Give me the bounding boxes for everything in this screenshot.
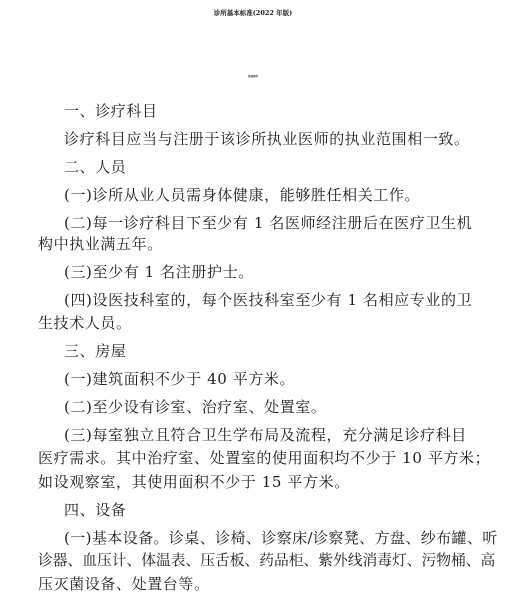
paragraph-line: (三)至少有 1 名注册护士。 <box>64 263 254 281</box>
heading-personnel: 二、人员 <box>64 158 127 176</box>
paragraph-line-continued: 生技术人员。 <box>38 314 132 332</box>
paragraph-line-continued: 构中执业满五年。 <box>38 235 163 253</box>
paragraph-line: (一)诊所从业人员需身体健康，能够胜任相关工作。 <box>64 186 421 204</box>
paragraph-line: (一)基本设备。诊桌、诊椅、诊察床/诊察凳、方盘、纱布罐、听 <box>64 529 498 547</box>
paragraph-line: (四)设医技科室的，每个医技科室至少有 1 名相应专业的卫 <box>64 291 473 309</box>
paragraph-line: (三)每室独立且符合卫生学布局及流程，充分满足诊疗科目 <box>64 426 467 444</box>
paragraph-line: (一)建筑面积不少于 40 平方米。 <box>64 370 296 388</box>
paragraph-line: (二)至少设有诊室、治疗室、处置室。 <box>64 398 327 416</box>
heading-premises: 三、房屋 <box>64 342 127 360</box>
section-title: 普通诊所 <box>247 75 258 78</box>
paragraph-line: (二)每一诊疗科目下至少有 1 名医师经注册后在医疗卫生机 <box>64 214 473 232</box>
paragraph-line-continued: 诊器、血压计、体温表、压舌板、药品柜、紫外线消毒灯、污物桶、高 <box>38 552 496 569</box>
paragraph-line-continued: 压灭菌设备、处置台等。 <box>38 575 210 593</box>
document-title: 诊所基本标准(2022 年版) <box>213 9 293 17</box>
paragraph-line-continued: 医疗需求。其中治疗室、处置室的使用面积均不少于 10 平方米； <box>38 449 491 467</box>
heading-diagnosis-subjects: 一、诊疗科目 <box>64 102 158 120</box>
paragraph-line-continued: 如设观察室，其使用面积不少于 15 平方米。 <box>38 473 350 491</box>
heading-equipment: 四、设备 <box>64 501 127 519</box>
paragraph-line: 诊疗科目应当与注册于该诊所执业医师的执业范围相一致。 <box>64 130 470 148</box>
